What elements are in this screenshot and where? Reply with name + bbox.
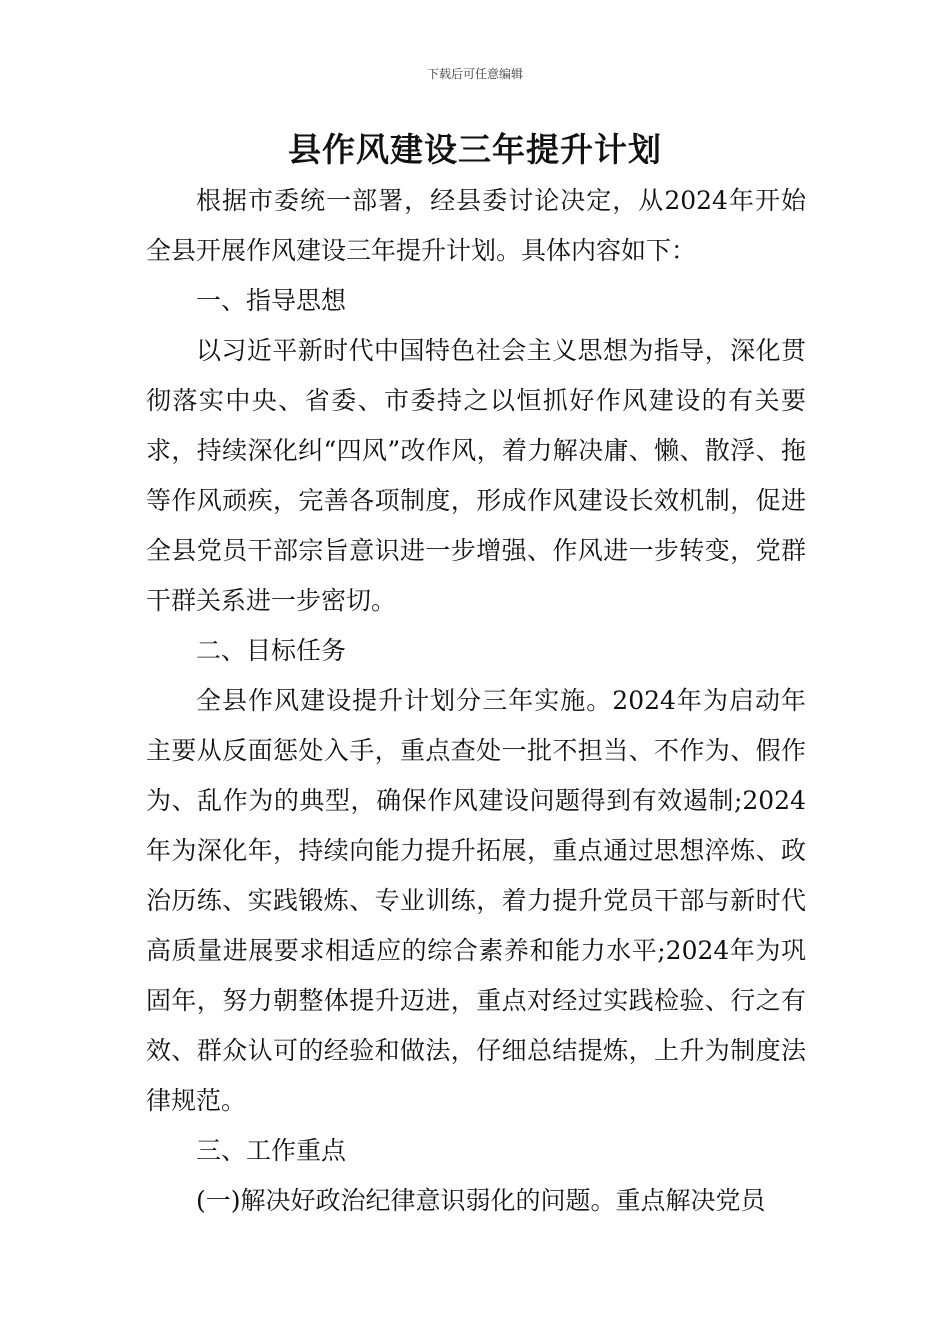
guiding-thought-paragraph: 以习近平新时代中国特色社会主义思想为指导，深化贯彻落实中央、省委、市委持之以恒抓好作风建设的有关要求，持续深化纠“四风”改作风，着力解决庸、懒、散浮、拖等作风顽疾，完善各项制度，形成作风建设长效机制，促进全县党员干部宗旨意识进一步增强、作风进一步转变，党群干群关系进一步密切。 bbox=[146, 336, 806, 615]
key-work-item-1: (一)解决好政治纪律意识弱化的问题。重点解决党员 bbox=[196, 1186, 766, 1215]
section-heading-goals: 二、目标任务 bbox=[196, 636, 347, 665]
document-title: 县作风建设三年提升计划 bbox=[288, 130, 662, 169]
intro-paragraph: 根据市委统一部署，经县委讨论决定，从2024年开始全县开展作风建设三年提升计划。具体内容如下： bbox=[146, 186, 806, 265]
goals-paragraph: 全县作风建设提升计划分三年实施。2024年为启动年主要从反面惩处入手，重点查处一批不担当、不作为、假作为、乱作为的典型，确保作风建设问题得到有效遏制;2024年为深化年，持续向能力提升拓展，重点通过思想淬炼、政治历练、实践锻炼、专业训练，着力提升党员干部与新时代高质量进展要求相适应的综合素养和能力水平;2024年为巩固年，努力朝整体提升迈进，重点对经过实践检验、行之有效、群众认可的经验和做法，仔细总结提炼，上升为制度法律规范。 bbox=[146, 686, 806, 1115]
section-heading-key-work: 三、工作重点 bbox=[196, 1136, 347, 1165]
section-heading-guiding-thought: 一、指导思想 bbox=[196, 286, 347, 315]
download-note: 下载后可任意编辑 bbox=[426, 67, 523, 81]
document-body bbox=[146, 176, 806, 1226]
